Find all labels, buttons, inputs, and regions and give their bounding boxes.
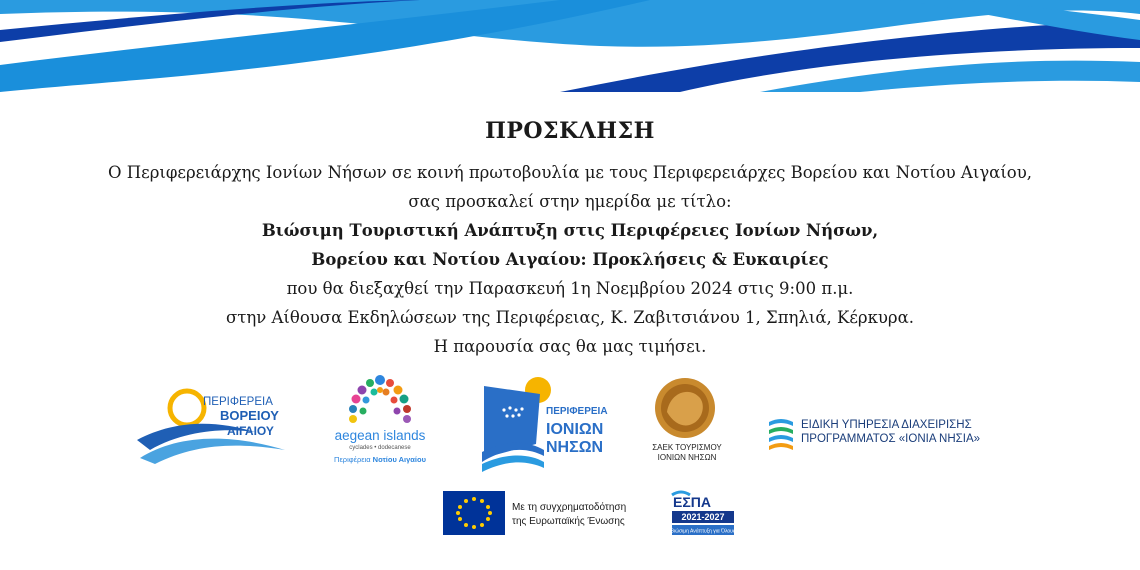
saek-logo xyxy=(642,372,732,472)
event-title-line-2: Βορείου και Νοτίου Αιγαίου: Προκλήσεις & Ευκαιρίες xyxy=(311,250,829,269)
funding-banner xyxy=(0,485,1140,545)
aegean-islands-logo xyxy=(318,372,443,472)
north-aegean-line-2: ΒΟΡΕΙΟΥ xyxy=(220,408,279,423)
managing-authority-line-2: ΠΡΟΓΡΑΜΜΑΤΟΣ «ΙΟΝΙΑ ΝΗΣΙΑ» xyxy=(801,433,981,445)
aegean-islands-sub: cyclades • dodecanese xyxy=(349,445,411,451)
managing-authority-line-1: ΕΙΔΙΚΗ ΥΠΗΡΕΣΙΑ ΔΙΑΧΕΙΡΙΣΗΣ xyxy=(801,419,972,431)
ionian-line-2: ΙΟΝΙΩΝ xyxy=(546,421,604,438)
dots-arch-icon xyxy=(349,375,411,423)
event-venue-line: στην Αίθουσα Εκδηλώσεων της Περιφέρειας, Κ. Ζαβιτσιάνου 1, Σπηλιά, Κέρκυρα. xyxy=(225,308,915,327)
espa-name: ΕΣΠΑ xyxy=(673,494,711,510)
managing-authority-logo xyxy=(765,372,1005,472)
ionian-islands-logo xyxy=(480,372,615,472)
header-waves xyxy=(0,0,1140,95)
ionian-line-1: ΠΕΡΙΦΕΡΕΙΑ xyxy=(546,406,608,417)
invitation-title: ΠΡΟΣΚΛΗΣΗ xyxy=(485,118,655,144)
saek-line-1: ΣΑΕΚ ΤΟΥΡΙΣΜΟΥ xyxy=(652,443,722,452)
funding-logos xyxy=(440,489,740,541)
sun-icon xyxy=(170,391,204,425)
saek-line-2: ΙΟΝΙΩΝ ΝΗΣΩΝ xyxy=(657,453,717,462)
stripes-icon xyxy=(769,419,793,450)
espa-logo xyxy=(671,492,736,535)
south-aegean-caption: Περιφέρεια Νοτίου Αιγαίου xyxy=(334,455,426,464)
invitation-text xyxy=(0,118,1140,361)
north-aegean-line-1: ΠΕΡΙΦΕΡΕΙΑ xyxy=(203,396,273,408)
aegean-islands-name: aegean islands xyxy=(334,428,426,443)
ionian-line-3: ΝΗΣΩΝ xyxy=(546,439,604,456)
wave-icon-2 xyxy=(482,456,544,473)
north-aegean-line-3: ΑΙΓΑΙΟΥ xyxy=(227,424,274,438)
logos-row xyxy=(0,372,1140,472)
north-aegean-logo xyxy=(135,372,300,472)
eu-cofunding-line-1: Με τη συγχρηματοδότηση xyxy=(512,502,627,513)
invitation-line-1: Ο Περιφερειάρχης Ιονίων Νήσων σε κοινή πρωτοβουλία με τους Περιφερειάρχες Βορείου και Νοτίου Αιγαίου, xyxy=(107,163,1033,182)
espa-tagline: Βιώσιμη Ανάπτυξη για Όλους xyxy=(670,528,736,535)
closing-line: Η παρουσία σας θα μας τιμήσει. xyxy=(433,337,707,356)
espa-years: 2021-2027 xyxy=(681,512,725,522)
eu-cofunding-line-2: της Ευρωπαϊκής Ένωσης xyxy=(512,516,625,527)
event-title-line-1: Βιώσιμη Τουριστική Ανάπτυξη στις Περιφέρειες Ιονίων Νήσων, xyxy=(261,221,879,240)
event-date-line: που θα διεξαχθεί την Παρασκευή 1η Νοεμβρίου 2024 στις 9:00 π.μ. xyxy=(286,279,854,298)
invitation-line-2: σας προσκαλεί στην ημερίδα με τίτλο: xyxy=(408,192,732,211)
